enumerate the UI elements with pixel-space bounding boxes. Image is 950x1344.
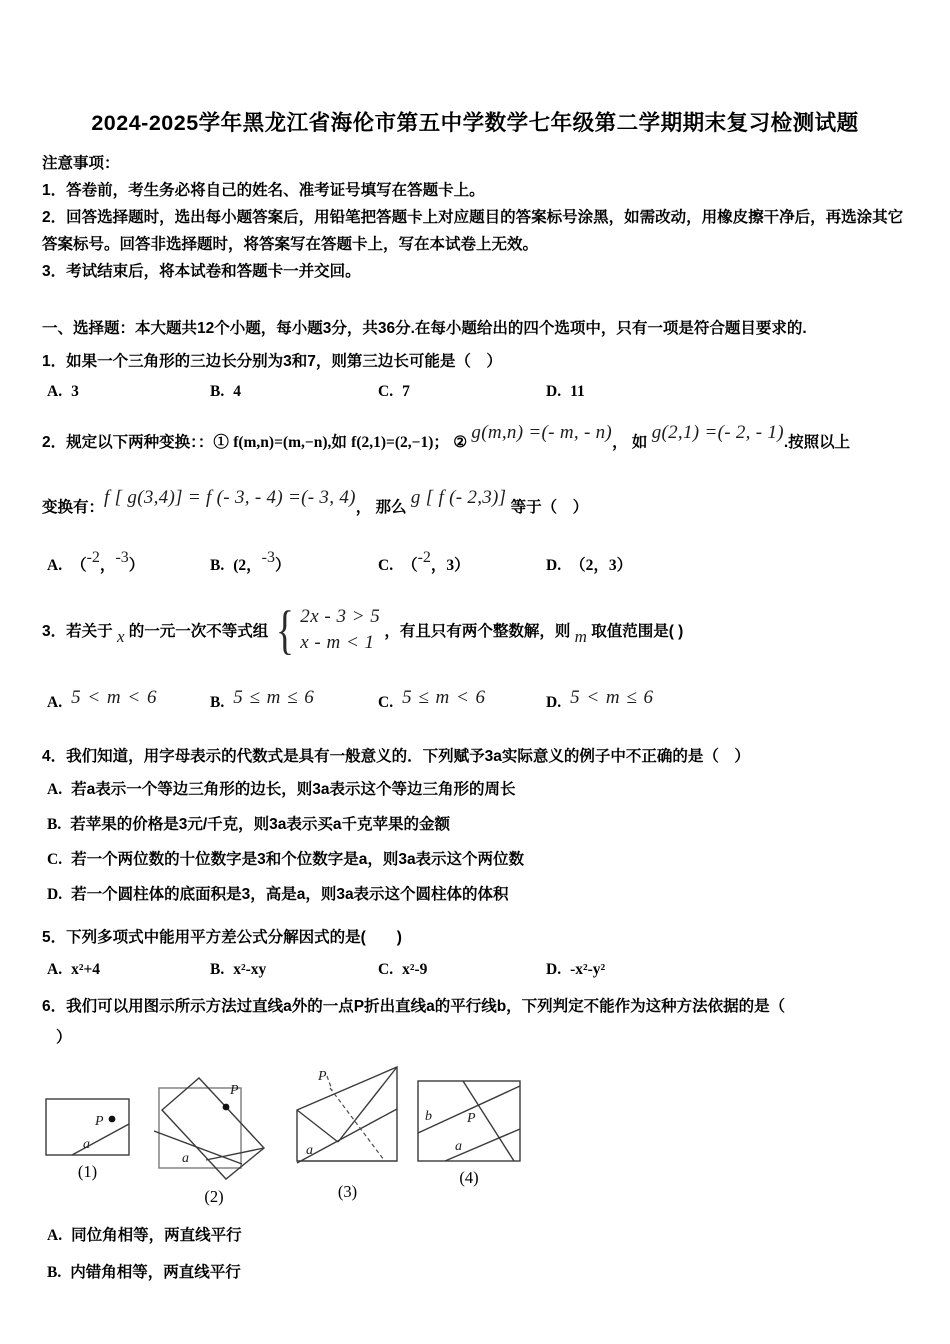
label-a: a: [306, 1143, 313, 1158]
option-value: x²-9: [402, 961, 428, 978]
option-label: A.: [47, 694, 63, 711]
option-c: [378, 383, 546, 401]
question-6-line2: ）: [56, 1029, 72, 1046]
text-segment: ， 如: [612, 434, 652, 451]
option-value: [71, 549, 144, 574]
figure-1-caption: (1): [77, 1162, 98, 1181]
option-value: x²+4: [71, 961, 101, 978]
text-segment: f [ g(3,4)] = f (- 3, - 4) =(- 3, 4): [104, 487, 356, 508]
question-3-prefix: [42, 619, 269, 646]
option-b: [210, 549, 378, 575]
text-segment: g(m,n) =(- m, - n): [471, 422, 613, 443]
option-a: [47, 1217, 908, 1254]
text-segment: f(m,n)=(m,−n),: [233, 434, 332, 451]
option-label: B.: [210, 557, 225, 574]
option-label: B.: [210, 694, 225, 711]
option-label: A.: [47, 557, 63, 574]
option-value: 3: [71, 383, 79, 400]
section-heading: 一、选择题：本大题共12个小题，每小题3分，共36分.在每小题给出的四个选项中，只有一项是符合题目要求的.: [42, 320, 807, 337]
question-5-options: [47, 961, 908, 979]
question-2-text-line2: [42, 480, 908, 521]
label-p: P: [467, 1111, 476, 1126]
label-a: a: [182, 1151, 189, 1166]
option-value: 5 < m ≤ 6: [570, 687, 655, 708]
text-segment: ， 那么: [355, 499, 411, 516]
figure-3-caption: (3): [337, 1182, 358, 1201]
text-segment: ，3）: [430, 557, 470, 574]
text-segment: 如: [331, 434, 352, 451]
text-segment: -3: [115, 549, 129, 566]
inequality-row-2: x - m < 1: [300, 632, 375, 653]
option-text: 内错角相等，两直线平行: [70, 1264, 241, 1281]
text-segment: 等于（ ）: [506, 499, 589, 516]
inequality-system: [272, 600, 381, 660]
option-label: B.: [210, 383, 225, 400]
option-label: C.: [47, 851, 63, 868]
question-2-text-line1: [42, 413, 908, 456]
text-segment: （: [402, 557, 418, 574]
option-label: C.: [378, 557, 394, 574]
option-label: C.: [378, 961, 394, 978]
option-d: [546, 383, 908, 401]
option-d: [546, 553, 908, 575]
question-6-line1: 6．我们可以用图示所示方法过直线a外的一点P折出直线a的平行线b，下列判定不能作为这种方法依据的是（: [42, 998, 786, 1015]
option-text: 若一个圆柱体的底面积是3，高是a，则3a表示这个圆柱体的体积: [71, 886, 509, 903]
question-6-figures: [45, 1064, 908, 1207]
option-label: D.: [546, 557, 562, 574]
inequality-rows: [298, 604, 380, 656]
text-segment: (2，: [233, 557, 262, 574]
option-value: 4: [233, 383, 241, 400]
option-label: D.: [47, 886, 63, 903]
label-p: P: [230, 1083, 239, 1098]
figure-3: [294, 1064, 401, 1202]
notice-item-2: 2．回答选择题时，选出每小题答案后，用铅笔把答题卡上对应题目的答案标号涂黑，如需改动，用橡皮擦干净后，再选涂其它答案标号。回答非选择题时，将答案写在答题卡上，写在本试卷上无效。: [42, 209, 904, 253]
text-segment: ，: [99, 557, 116, 574]
text-segment: f(2,1)=(2,−1)；: [351, 434, 449, 451]
option-label: D.: [546, 383, 562, 400]
text-segment: ，有且只有两个整数解，则: [384, 623, 575, 640]
option-text: 若a表示一个等边三角形的边长，则3a表示这个等边三角形的周长: [71, 781, 516, 798]
option-text: 同位角相等，两直线平行: [71, 1227, 242, 1244]
option-label: C.: [378, 383, 394, 400]
option-b: [210, 687, 378, 713]
question-4-options: [47, 772, 908, 912]
option-value: 5 ≤ m < 6: [402, 687, 487, 708]
notice-item-1: 1．答卷前，考生务必将自己的姓名、准考证号填写在答题卡上。: [42, 182, 485, 199]
question-6-options: [47, 1217, 908, 1291]
option-d: [546, 687, 908, 713]
text-segment: ）: [274, 557, 291, 574]
label-b: b: [425, 1109, 432, 1124]
text-segment: g(2,1) =(- 2, - 1): [651, 422, 784, 443]
figure-2-caption: (2): [204, 1187, 224, 1206]
point-p-dot: [109, 1116, 116, 1123]
text-segment: g [ f (- 2,3)]: [410, 487, 507, 508]
text-segment: x: [116, 627, 125, 646]
option-value: 11: [570, 383, 585, 400]
option-c: [378, 549, 546, 575]
inequality-row-1: 2x - 3 > 5: [300, 606, 381, 627]
text-segment: .按照以上: [783, 434, 851, 451]
option-value: 7: [402, 383, 410, 400]
text-segment: 2．规定以下两种变换：：①: [42, 434, 234, 451]
option-label: A.: [47, 383, 63, 400]
figure-3-diagram: [294, 1064, 401, 1176]
text-segment: （: [71, 557, 87, 574]
option-label: A.: [47, 1227, 63, 1244]
option-a: [47, 961, 210, 979]
text-segment: ②: [448, 434, 472, 451]
left-brace: {: [276, 600, 295, 660]
option-label: C.: [378, 694, 394, 711]
question-6-text: [42, 993, 908, 1056]
text-segment: ）: [128, 557, 145, 574]
question-1-text: 1．如果一个三角形的三边长分别为3和7，则第三边长可能是（ ）: [42, 353, 502, 370]
text-segment: -2: [417, 549, 431, 566]
option-value: [233, 549, 290, 574]
question-5-text: 5．下列多项式中能用平方差公式分解因式的是( ): [42, 929, 402, 946]
text-segment: 3．若关于: [42, 623, 117, 640]
figure-2: [154, 1076, 274, 1207]
figure-4: [417, 1080, 521, 1188]
option-b: [47, 807, 908, 842]
option-label: A.: [47, 961, 63, 978]
question-4-text: 4．我们知道，用字母表示的代数式是具有一般意义的．下列赋予3a实际意义的例子中不正确的是（ ）: [42, 748, 750, 765]
point-p-dot: [223, 1104, 230, 1111]
label-a: a: [455, 1139, 462, 1154]
text-segment: m: [574, 627, 587, 646]
option-label: D.: [546, 694, 562, 711]
figure-2-diagram: [154, 1076, 274, 1181]
notice-section: [42, 151, 908, 285]
text-segment: 的一元一次不等式组: [124, 623, 269, 640]
option-d: [546, 961, 908, 979]
question-3-suffix: [384, 619, 684, 646]
option-value: [570, 557, 632, 574]
option-label: B.: [210, 961, 225, 978]
question-3-options: [47, 677, 908, 713]
option-c: [47, 842, 908, 877]
question-3-text: [42, 599, 908, 661]
label-p: P: [318, 1069, 327, 1084]
option-value: -x²-y²: [570, 961, 606, 978]
option-c: [378, 687, 546, 713]
option-b: [210, 383, 378, 401]
option-a: [47, 383, 210, 401]
label-p: P: [95, 1114, 104, 1129]
option-text: 若苹果的价格是3元/千克，则3a表示买a千克苹果的金额: [70, 816, 451, 833]
option-b: [47, 1254, 908, 1291]
text-segment: 取值范围是( ): [586, 623, 684, 640]
figure-1-diagram: [45, 1098, 130, 1156]
figure-4-caption: (4): [459, 1168, 479, 1187]
text-segment: -2: [86, 549, 100, 566]
option-label: D.: [546, 961, 562, 978]
option-b: [210, 961, 378, 979]
text-segment: 变换有：: [42, 499, 105, 516]
text-segment: （2，3）: [570, 557, 633, 574]
question-2-options: [47, 541, 908, 575]
notice-heading: 注意事项：: [42, 155, 120, 172]
option-text: 若一个两位数的十位数字是3和个位数字是a，则3a表示这个两位数: [71, 851, 525, 868]
option-value: x²-xy: [233, 961, 267, 978]
page-title: 2024-2025学年黑龙江省海伦市第五中学数学七年级第二学期期末复习检测试题: [91, 111, 859, 135]
option-value: 5 < m < 6: [71, 687, 158, 708]
label-a: a: [83, 1137, 90, 1152]
text-segment: -3: [261, 549, 275, 566]
option-a: [47, 687, 210, 713]
question-1-options: [47, 383, 908, 401]
option-label: B.: [47, 1264, 62, 1281]
option-value: 5 ≤ m ≤ 6: [233, 687, 315, 708]
option-label: B.: [47, 816, 62, 833]
notice-item-3: 3．考试结束后，将本试卷和答题卡一并交回。: [42, 263, 361, 280]
figure-1: [45, 1098, 130, 1182]
option-value: [402, 549, 470, 574]
option-d: [47, 877, 908, 912]
figure-4-diagram: [417, 1080, 521, 1162]
option-label: A.: [47, 781, 63, 798]
option-c: [378, 961, 546, 979]
option-a: [47, 549, 210, 575]
option-a: [47, 772, 908, 807]
